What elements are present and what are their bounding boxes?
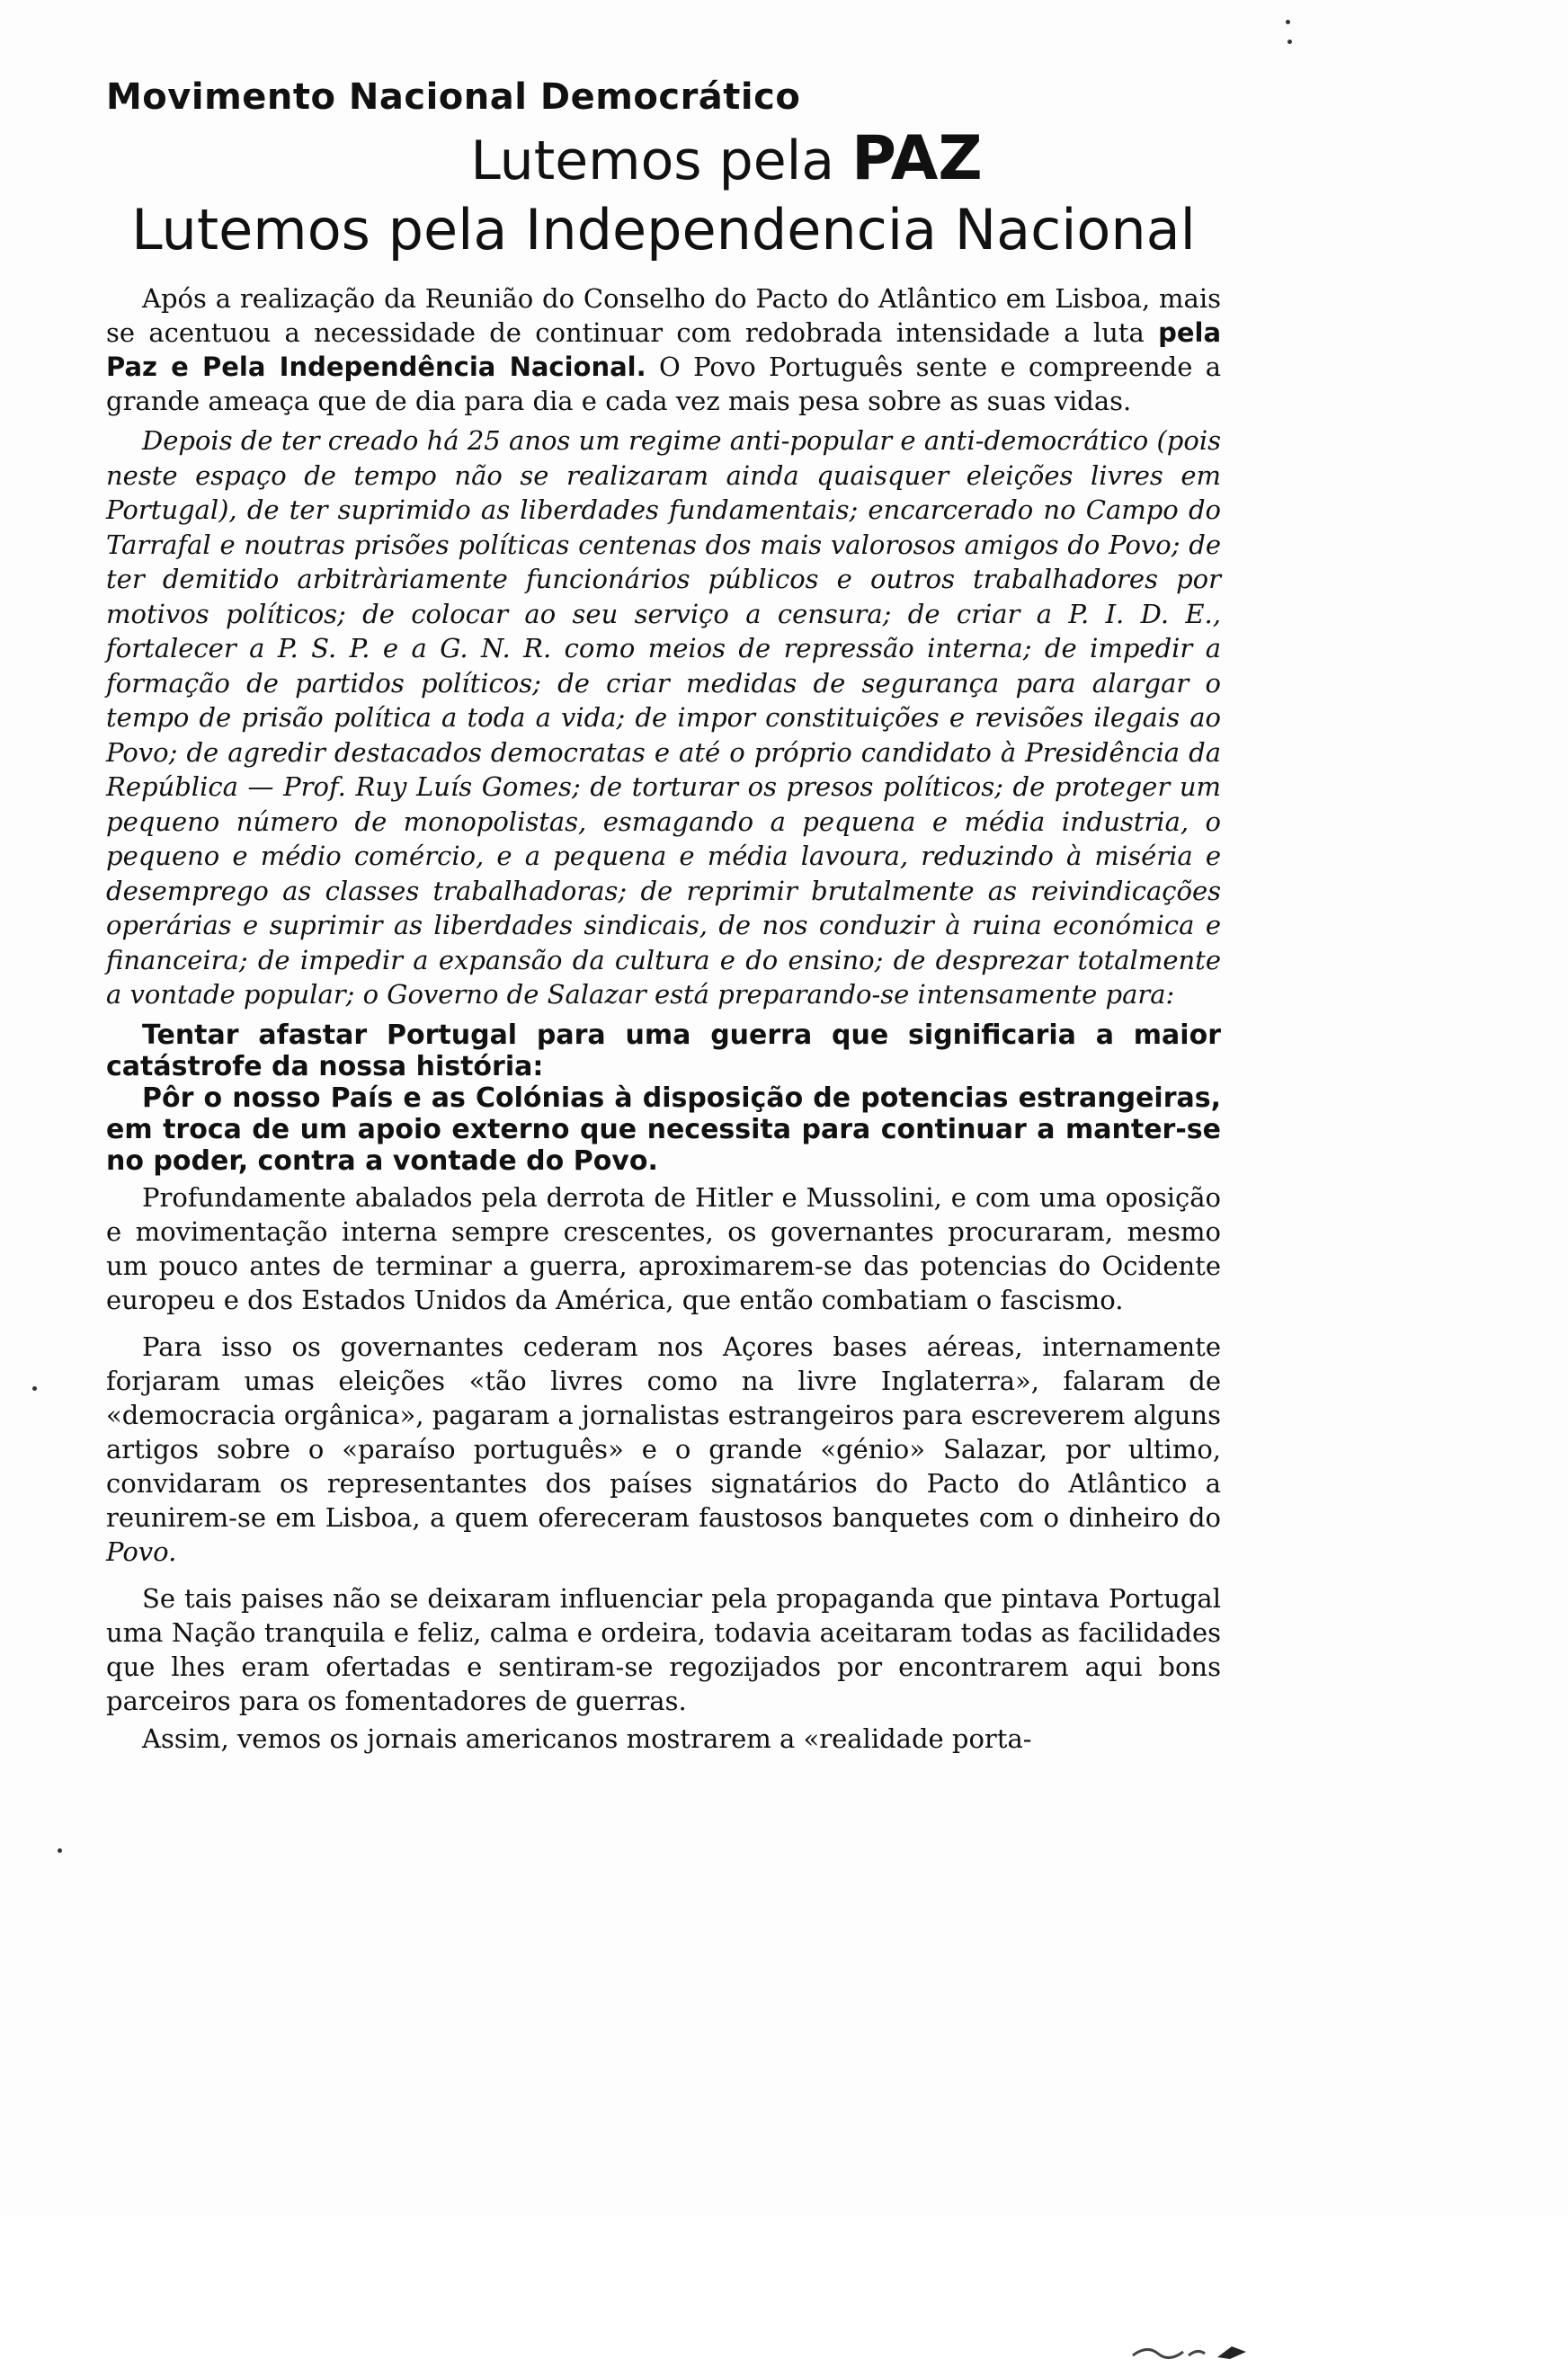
organization-name: Movimento Nacional Democrático <box>106 76 801 118</box>
headline <box>106 124 1221 194</box>
headline-prefix: Lutemos pela <box>470 129 835 192</box>
scan-speck <box>1287 40 1292 44</box>
body-paragraph-italic-tail: Povo. <box>106 1536 177 1567</box>
lead-text-after: O Povo Português sente e compreende a grande ameaça que de dia para dia e cada vez mais pesa sobre as suas vidas. <box>106 352 1222 417</box>
lead-text-before: Após a realização da Reunião do Conselho do Pacto do Atlântico em Lisboa, mais se acentuou a necessidade de continuar com redobrada intensidade a luta <box>106 283 1221 349</box>
lead-paragraph <box>106 281 1221 418</box>
demands-block <box>106 1019 1221 1177</box>
scan-speck <box>58 1848 62 1853</box>
body-paragraph: Profundamente abalados pela derrota de Hitler e Mussolini, e com uma oposição e movimentação interna sempre crescentes, os governantes procuraram, mesmo um pouco antes de terminar a guerra, aproximarem-se das potencias do Ocidente europeu e dos Estados Unidos da América, que então combatiam o fascismo. <box>106 1181 1221 1315</box>
scan-speck <box>1286 20 1290 24</box>
body-paragraph: Se tais paises não se deixaram influenciar pela propaganda que pintava Portugal uma Nação tranquila e feliz, calma e ordeira, todavia aceitaram todas as facilidades que lhes eram ofertadas e sentiram-se regozijados por encontrarem aqui bons parceiros para os fomentadores de guerras. <box>106 1582 1221 1716</box>
italic-paragraph: Depois de ter creado há 25 anos um regime anti-popular e anti-democrático (pois neste espaço de tempo não se realizaram ainda quaisquer eleições livres em Portugal), de ter suprimido as liberdades fundamentais; encarcerado no Campo do Tarrafal e noutras prisões políticas centenas dos mais valorosos amigos do Povo; de ter demitido arbitràriamente funcionários públicos e outros trabalhadores por motivos políticos; de colocar ao seu serviço a censura; de criar a P. I. D. E., fortalecer a P. S. P. e a G. N. R. como meios de repressão interna; de impedir a formação de partidos políticos; de criar medidas de segurança para alargar o tempo de prisão política a toda a vida; de impor constituições e revisões ilegais ao Povo; de agredir destacados democratas e até o próprio candidato à Presidência da República — Prof. Ruy Luís Gomes; de torturar os presos políticos; de proteger um pequeno número de monopolistas, esmagando a pequena e média industria, o pequeno e médio comércio, e a pequena e média lavoura, reduzindo à miséria e desemprego as classes trabalhadoras; de reprimir brutalmente as reivindicações operárias e suprimir as liberdades sindicais, de nos conduzir à ruina económica e financeira; de impedir a expansão da cultura e do ensino; de desprezar totalmente a vontade popular; o Governo de Salazar está preparando-se intensamente para: <box>106 425 1221 1010</box>
subheadline: Lutemos pela Independencia Nacional <box>131 197 1196 263</box>
scan-speck <box>32 1386 37 1391</box>
handwritten-mark-icon <box>1131 2332 1257 2368</box>
body-paragraph <box>106 1330 1221 1569</box>
demand-item: Tentar afastar Portugal para uma guerra que significaria a maior catástrofe da nossa história: <box>106 1019 1221 1082</box>
lead-bold-phrase: pela Paz e Pela Independência Nacional. <box>106 317 1222 383</box>
demand-item: Pôr o nosso País e as Colónias à disposição de potencias estrangeiras, em troca de um apoio externo que necessita para continuar a manter-se no poder, contra a vontade do Povo. <box>106 1082 1221 1177</box>
document-column <box>106 76 1221 1756</box>
body-paragraph-text: Para isso os governantes cederam nos Açores bases aéreas, internamente forjaram umas eleições «tão livres como na livre Inglaterra», falaram de «democracia orgânica», pagaram a jornalistas estrangeiros para escreverem alguns artigos sobre o «paraíso português» e o grande «génio» Salazar, por ultimo, convidaram os representantes dos países signatários do Pacto do Atlântico a reunirem-se em Lisboa, a quem ofereceram faustosos banquetes com o dinheiro do <box>106 1331 1221 1533</box>
headline-emphasis: PAZ <box>851 123 983 194</box>
body-paragraph: Assim, vemos os jornais americanos mostrarem a «realidade porta- <box>142 1723 1032 1754</box>
